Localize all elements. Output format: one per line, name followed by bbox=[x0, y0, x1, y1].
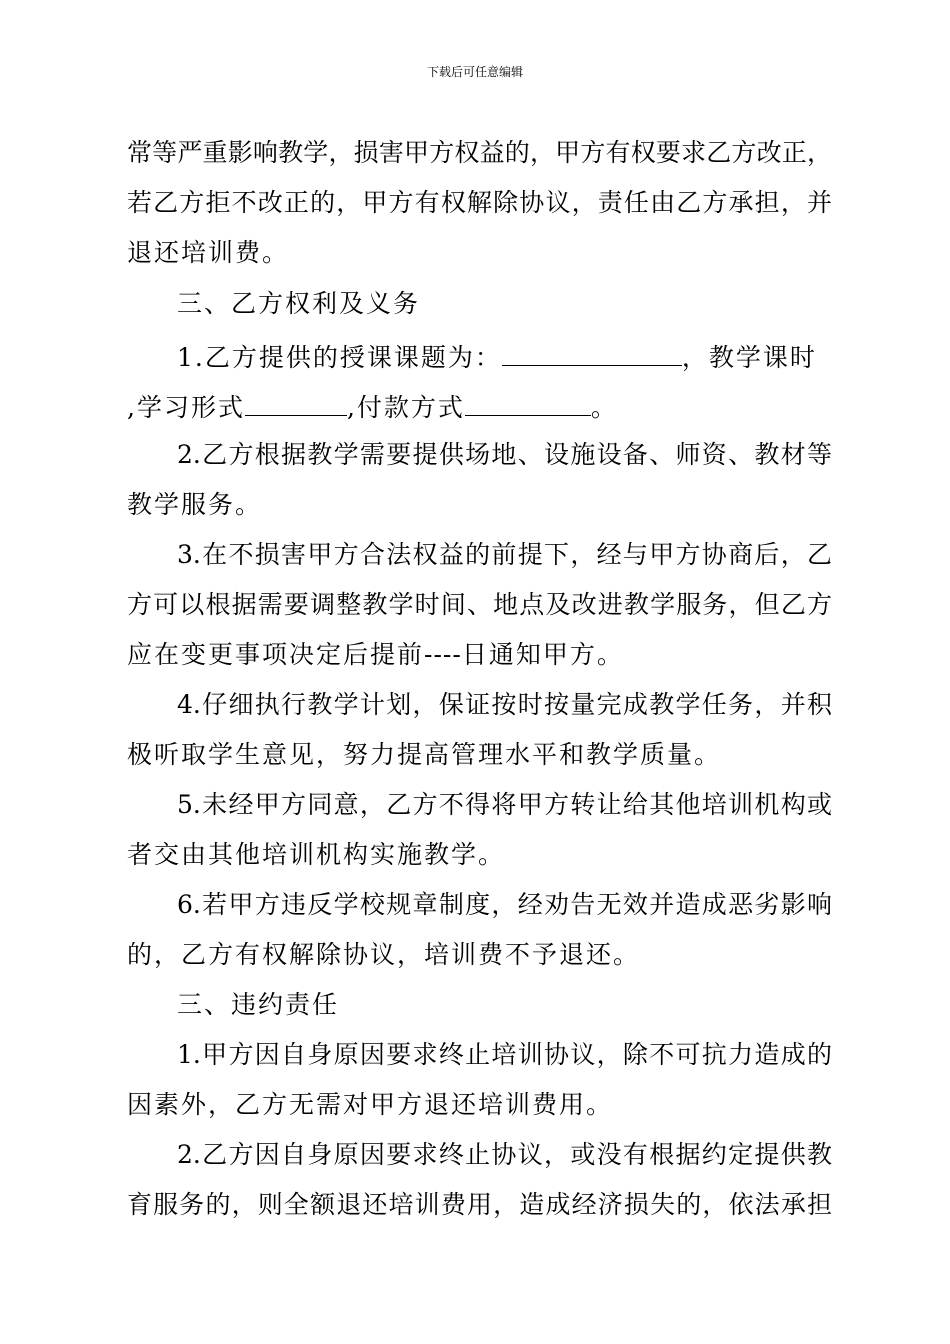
paragraph-line: 者交由其他培训机构实施教学。 bbox=[127, 840, 506, 869]
notice-text-before: 应在变更事项决定后提前 bbox=[127, 640, 425, 669]
paragraph-line: 2.乙方因自身原因要求终止协议，或没有根据约定提供教 bbox=[177, 1140, 832, 1169]
paragraph-line: 常等严重影响教学，损害甲方权益的，甲方有权要求乙方改正， bbox=[127, 138, 832, 167]
section-heading: 三、乙方权利及义务 bbox=[177, 289, 421, 318]
study-format-label: ,学习形式 bbox=[127, 393, 245, 422]
paragraph-line: 退还培训费。 bbox=[127, 238, 290, 267]
paragraph-line: 的，乙方有权解除协议，培训费不予退还。 bbox=[127, 940, 641, 969]
paragraph-line: 极听取学生意见，努力提高管理水平和教学质量。 bbox=[127, 740, 722, 769]
notice-days-blank: ---- bbox=[424, 640, 462, 669]
study-format-blank bbox=[245, 389, 347, 416]
paragraph-line: 4.仔细执行教学计划，保证按时按量完成教学任务，并积 bbox=[177, 690, 832, 719]
paragraph-line: 若乙方拒不改正的，甲方有权解除协议，责任由乙方承担，并 bbox=[127, 188, 832, 217]
paragraph-line bbox=[127, 639, 832, 671]
class-hours-label: ，教学课时 bbox=[681, 343, 817, 372]
payment-method-label: ,付款方式 bbox=[346, 393, 465, 422]
paragraph-line bbox=[127, 389, 832, 424]
paragraph-line: 2.乙方根据教学需要提供场地、设施设备、师资、教材等 bbox=[177, 440, 832, 469]
paragraph-line: 教学服务。 bbox=[127, 490, 263, 519]
paragraph-line: 6.若甲方违反学校规章制度，经劝告无效并造成恶劣影响 bbox=[177, 890, 832, 919]
section-heading: 三、违约责任 bbox=[177, 990, 340, 1019]
paragraph-line bbox=[177, 339, 832, 374]
payment-method-blank bbox=[465, 389, 591, 416]
paragraph-line: 育服务的，则全额退还培训费用，造成经济损失的，依法承担 bbox=[127, 1190, 832, 1219]
paragraph-line: 1.甲方因自身原因要求终止培训协议，除不可抗力造成的 bbox=[177, 1040, 832, 1069]
paragraph-line: 3.在不损害甲方合法权益的前提下，经与甲方协商后，乙 bbox=[177, 540, 832, 569]
course-topic-label: 1.乙方提供的授课课题为： bbox=[177, 343, 502, 372]
paragraph-line: 因素外，乙方无需对甲方退还培训费用。 bbox=[127, 1090, 614, 1119]
paragraph-line: 5.未经甲方同意，乙方不得将甲方转让给其他培训机构或 bbox=[177, 790, 832, 819]
paragraph-line: 方可以根据需要调整教学时间、地点及改进教学服务，但乙方 bbox=[127, 590, 832, 619]
course-topic-blank bbox=[502, 339, 682, 366]
sentence-end: 。 bbox=[590, 393, 618, 422]
page-header-note: 下载后可任意编辑 bbox=[426, 65, 523, 79]
notice-text-after: 日通知甲方。 bbox=[461, 640, 624, 669]
